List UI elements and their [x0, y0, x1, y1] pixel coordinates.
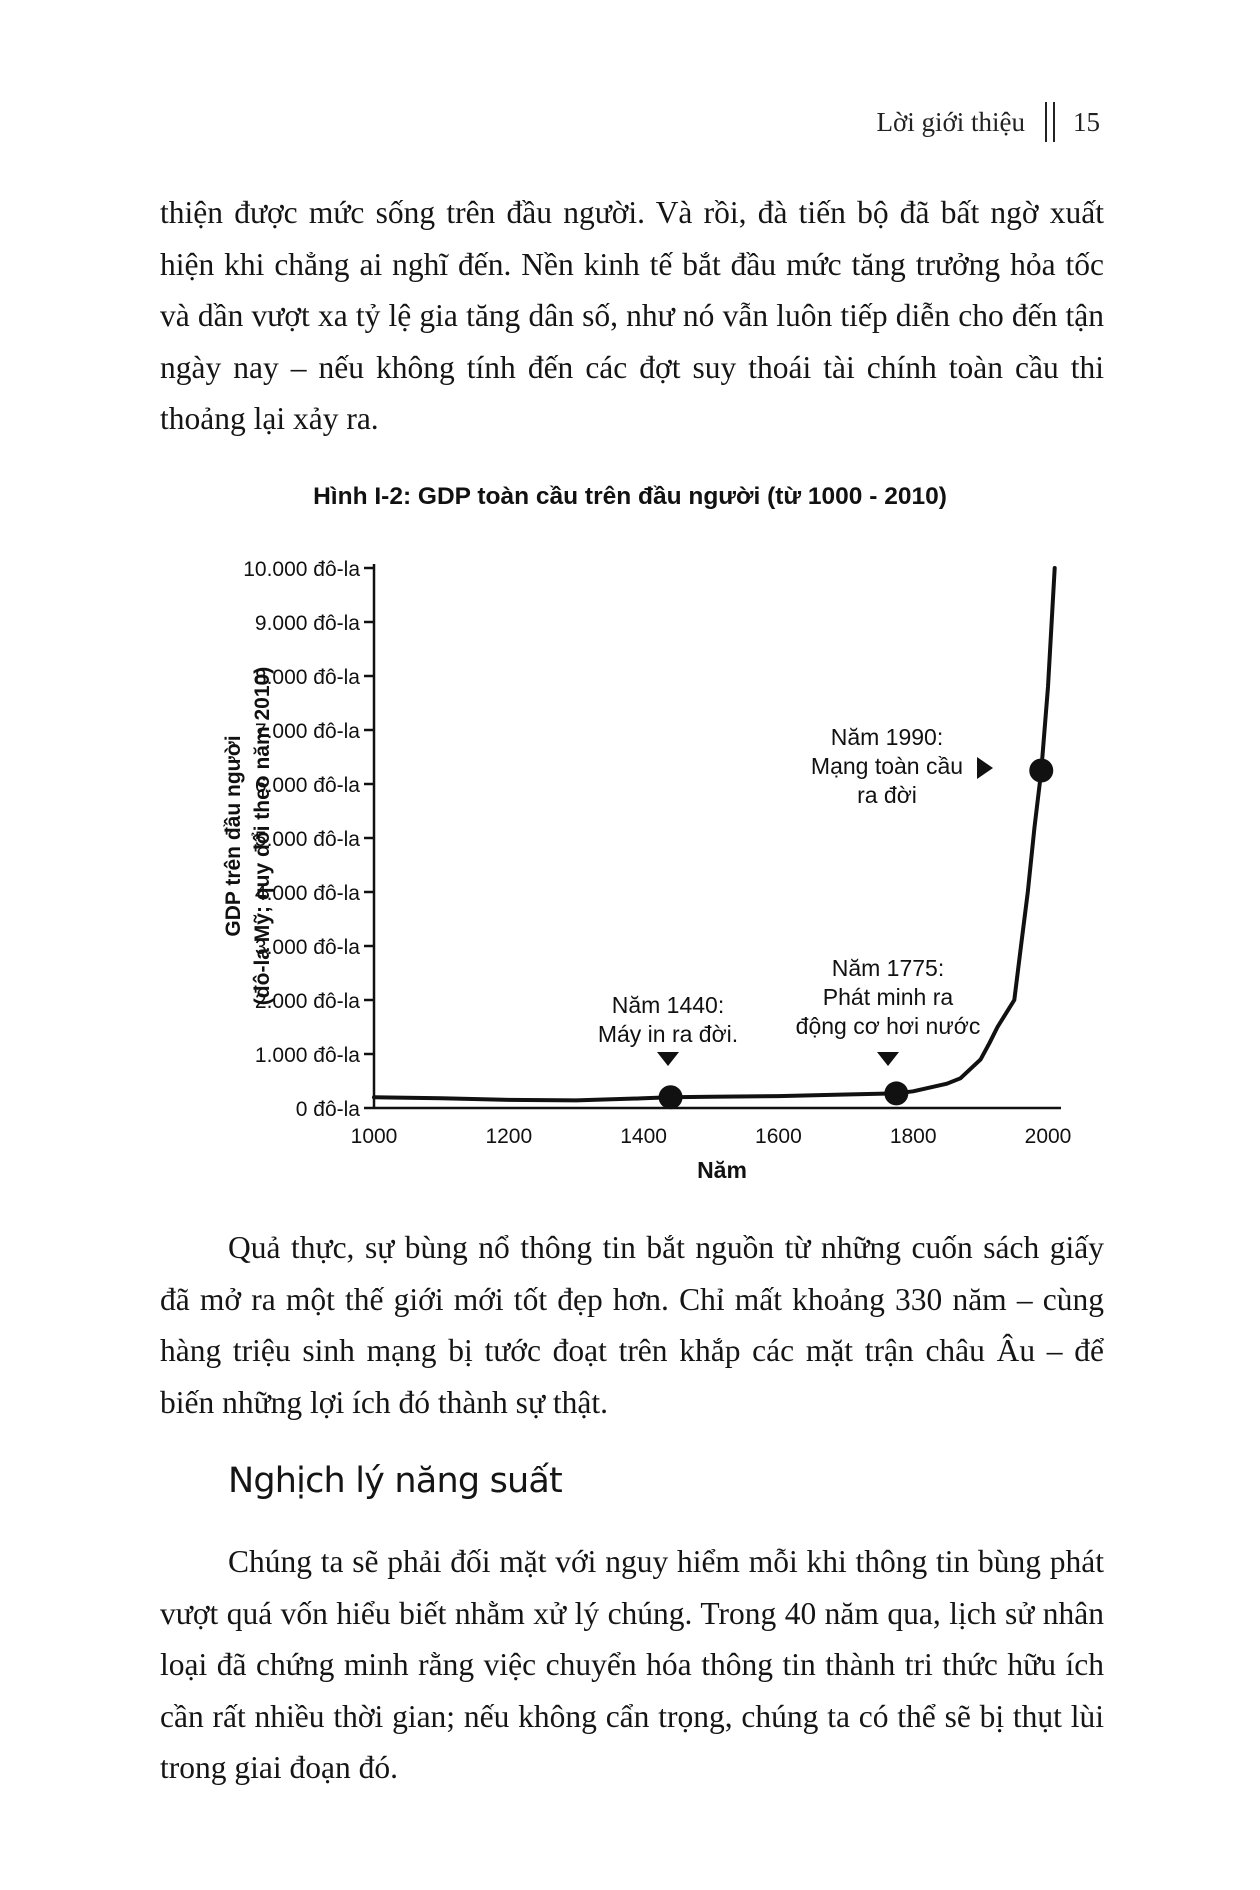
annotation-printing-press-line: Năm 1440:	[611, 992, 725, 1018]
page-number: 15	[1073, 106, 1100, 137]
y-tick-label: 6.000 đô-la	[254, 774, 360, 797]
y-axis-title-line-1: GDP trên đầu người	[222, 735, 245, 937]
section-heading: Nghịch lý năng suất	[228, 1461, 562, 1501]
x-tick-label: 1400	[620, 1125, 667, 1148]
arrow-printing-press-icon	[657, 1052, 679, 1066]
annotation-steam-engine-line: Phát minh ra	[822, 984, 954, 1010]
annotation-internet-line: Mạng toàn cầu	[810, 753, 964, 779]
x-tick-label: 1000	[350, 1125, 398, 1148]
y-tick-label: 2.000 đô-la	[254, 990, 360, 1013]
annotation-internet-line: Năm 1990:	[830, 724, 944, 750]
y-tick-label: 4.000 đô-la	[254, 882, 360, 905]
marker-printing-press	[659, 1085, 683, 1109]
x-ticks	[351, 1125, 1072, 1148]
annotation-printing-press-line: Máy in ra đời.	[597, 1021, 739, 1047]
marker-steam-engine	[884, 1081, 908, 1105]
annotation-internet-line: ra đời	[857, 782, 917, 808]
x-tick-label: 2000	[1024, 1125, 1072, 1148]
body-paragraph-2: Quả thực, sự bùng nổ thông tin bắt nguồn từ những cuốn sách giấy đã mở ra một thế giới mới tốt đẹp hơn. Chỉ mất khoảng 330 năm – cùng hàng triệu sinh mạng bị tước đoạt trên khắp các mặt trận châu Âu – để biến những lợi ích đó thành sự thật.	[160, 1230, 1104, 1420]
arrow-internet-icon	[977, 757, 993, 779]
running-title: Lời giới thiệu	[876, 106, 1025, 137]
chart-title: Hình I-2: GDP toàn cầu trên đầu người (từ 1000 - 2010)	[313, 483, 947, 510]
y-tick-label: 8.000 đô-la	[254, 666, 360, 689]
y-tick-label: 7.000 đô-la	[254, 720, 360, 743]
x-tick-label: 1800	[889, 1125, 937, 1148]
marker-internet	[1029, 759, 1053, 783]
y-ticks	[243, 558, 374, 1121]
x-axis-title: Năm	[697, 1157, 747, 1183]
arrow-steam-engine-icon	[877, 1052, 899, 1066]
x-tick-label: 1200	[485, 1125, 533, 1148]
y-tick-label: 10.000 đô-la	[243, 558, 360, 581]
annotation-steam-engine-line: Năm 1775:	[831, 955, 945, 981]
y-tick-label: 0 đô-la	[295, 1098, 360, 1121]
y-tick-label: 1.000 đô-la	[254, 1044, 360, 1067]
y-axis-title-line-2: (đô-la Mỹ; quy đổi theo năm 2010)	[251, 666, 274, 1006]
y-tick-label: 5.000 đô-la	[254, 828, 360, 851]
annotation-steam-engine-line: động cơ hơi nước	[795, 1013, 981, 1039]
x-tick-label: 1600	[755, 1125, 802, 1148]
y-tick-label: 3.000 đô-la	[254, 936, 360, 959]
y-tick-label: 9.000 đô-la	[254, 612, 360, 635]
body-paragraph-1: thiện được mức sống trên đầu người. Và rồi, đà tiến bộ đã bất ngờ xuất hiện khi chẳng ai nghĩ đến. Nền kinh tế bắt đầu mức tăng trưởng hỏa tốc và dần vượt xa tỷ lệ gia tăng dân số, như nó vẫn luôn tiếp diễn cho đến tận ngày nay – nếu không tính đến các đợt suy thoái tài chính toàn cầu thi thoảng lại xảy ra.	[160, 195, 1104, 436]
body-paragraph-3: Chúng ta sẽ phải đối mặt với nguy hiểm mỗi khi thông tin bùng phát vượt quá vốn hiểu biết nhằm xử lý chúng. Trong 40 năm qua, lịch sử nhân loại đã chứng minh rằng việc chuyển hóa thông tin thành tri thức hữu ích cần rất nhiều thời gian; nếu không cẩn trọng, chúng ta có thể sẽ bị thụt lùi trong giai đoạn đó.	[160, 1544, 1104, 1785]
